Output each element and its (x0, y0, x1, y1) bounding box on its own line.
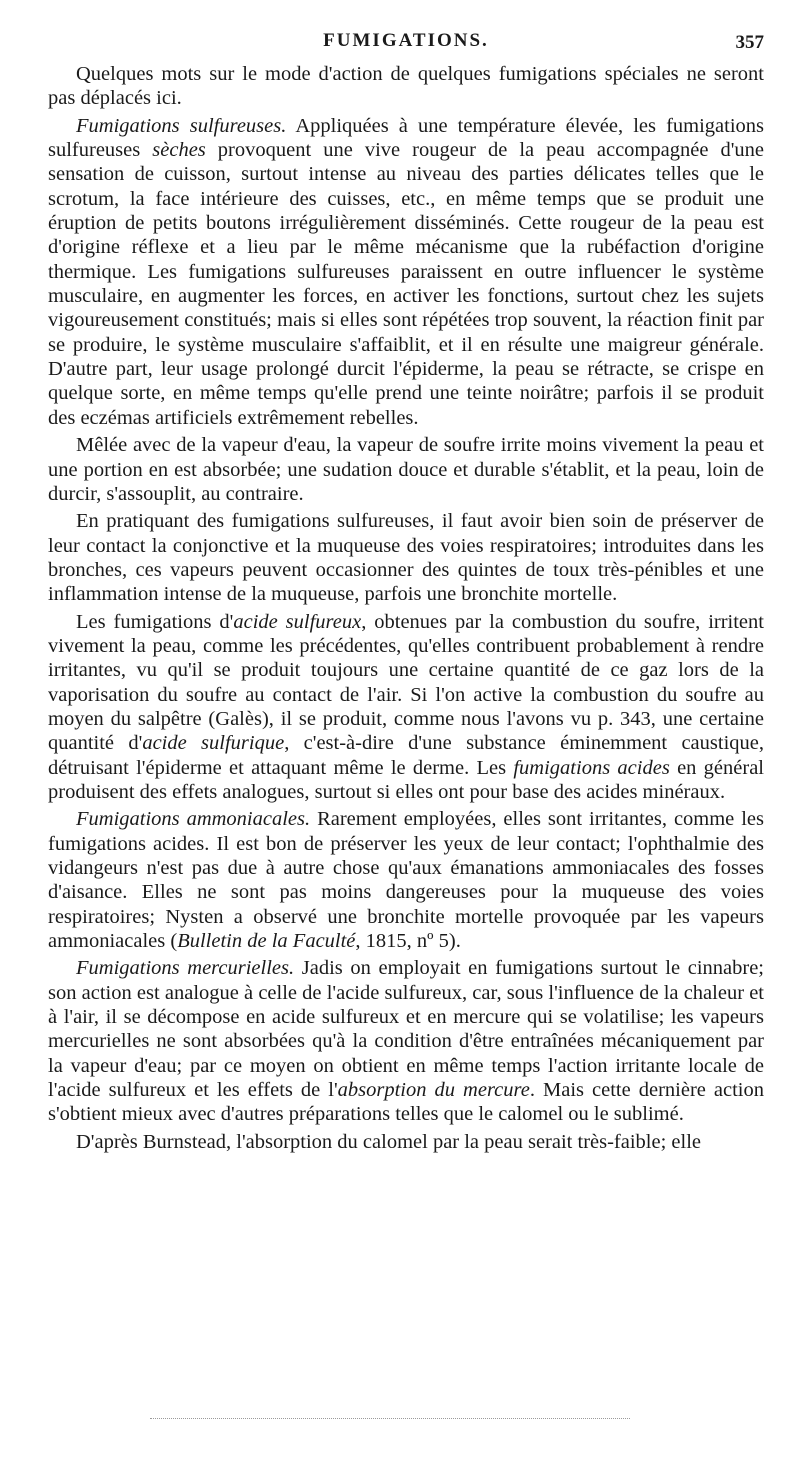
text-run: Appliquées à une température élevée, les fumigations sulfureuses (48, 114, 764, 162)
paragraph-p2 (48, 114, 764, 430)
paragraph-p7 (48, 956, 764, 1126)
text-run: . Mais cette dernière action s'obtient mieux avec d'autres préparations telles que le calomel ou le sublimé. (48, 1079, 764, 1126)
italic-text-run: Fumigations mercurielles. (76, 957, 295, 980)
bottom-dotted-rule (150, 1418, 630, 1419)
text-run: Les fumigations d' (76, 610, 234, 633)
page-header (48, 30, 764, 58)
italic-text-run: acide sulfureux (233, 610, 362, 633)
italic-text-run: Fumigations ammoniacales. (76, 808, 311, 831)
italic-text-run: sèches (152, 139, 206, 162)
italic-text-run: absorption du mercure (337, 1079, 530, 1102)
italic-text-run: Bulletin de la Faculté (177, 930, 356, 953)
text-run: provoquent une vive rougeur de la peau accompagnée d'une sensation de cuisson, surtout intense au niveau des parties délicates telles que le scrotum, la face intérieure des cuisses, etc., en même temps que se produit une éruption de petits boutons irrégulièrement disséminés. Cette rougeur de la peau est d'origine réflexe et a lieu par le même mécanisme que la rubéfaction d'origine thermique. Les fumigations sulfureuses paraissent en outre influencer le système musculaire, en augmenter les forces, en activer les fonctions, surtout chez les sujets vigoureusement constitués; mais si elles sont répétées trop souvent, la réaction finit par se produire, le système musculaire s'affaiblit, et il en résulte une maigreur générale. D'autre part, leur usage prolongé durcit l'épiderme, la peau se rétracte, se crispe en quelque sorte, en même temps qu'elle prend une teinte noirâtre; parfois il se produit des eczémas artificiels extrêmement rebelles. (48, 139, 764, 429)
text-run: , 1815, nº 5). (355, 930, 461, 953)
paragraph-p4 (48, 509, 764, 606)
italic-text-run: acide sulfurique (142, 732, 285, 755)
text-run: , obtenues par la combustion du soufre, irritent vivement la peau, comme les précédentes, qu'elles contribuent probablement à rendre irritantes, vu qu'il se produit toujours une certaine quantité de ce gaz lors de la vaporisation du soufre au contact de l'air. Si l'on active la combustion du soufre au moyen du salpêtre (Galès), il se produit, comme nous l'avons vu p. 343, une certaine quantité d' (48, 610, 764, 755)
text-run: D'après Burnstead, l'absorption du calomel par la peau serait très-faible; elle (76, 1130, 701, 1153)
paragraph-p5 (48, 610, 764, 805)
text-run: Jadis on employait en fumigations surtout le cinnabre; son action est analogue à celle de l'acide sulfureux, car, sous l'influence de la chaleur et à l'air, il se décompose en acide sulfureux et en mercure qui se volatilise; les vapeurs mercurielles ne sont absorbées qu'à la condition d'être entraînées mécaniquement par la vapeur d'eau; par ce moyen on obtient en même temps l'action irritante locale de l'acide sulfureux et les effets de l' (48, 957, 764, 1102)
text-run: en général produisent des effets analogues, surtout si elles ont pour base des acides minéraux. (48, 756, 765, 803)
page-number: 357 (735, 32, 764, 53)
text-run: Quelques mots sur le mode d'action de quelques fumigations spéciales ne seront pas déplacés ici. (48, 63, 764, 110)
paragraph-p3 (48, 433, 764, 506)
paragraph-p1 (48, 62, 764, 111)
italic-text-run: Fumigations sulfureuses. (76, 114, 287, 137)
paragraph-p6 (48, 807, 764, 953)
running-title: FUMIGATIONS. (323, 30, 489, 51)
paragraph-p8 (48, 1130, 764, 1154)
text-run: Mêlée avec de la vapeur d'eau, la vapeur de soufre irrite moins vivement la peau et une portion en est absorbée; une sudation douce et durable s'établit, et la peau, loin de durcir, s'assouplit, au contraire. (48, 434, 764, 505)
text-run: En pratiquant des fumigations sulfureuses, il faut avoir bien soin de préserver de leur contact la conjonctive et la muqueuse des voies respiratoires; introduites dans les bronches, ces vapeurs peuvent occasionner des quintes de toux très-pénibles et une inflammation intense de la muqueuse, parfois une bronchite mortelle. (48, 510, 764, 606)
text-body (48, 62, 764, 1154)
text-run: , c'est-à-dire d'une substance éminemment caustique, détruisant l'épiderme et attaquant même le derme. Les (48, 732, 764, 779)
text-run: Rarement employées, elles sont irritantes, comme les fumigations acides. Il est bon de préserver les yeux de leur contact; l'ophthalmie des vidangeurs n'est pas due à autre chose qu'aux émanations ammoniacales des fosses d'aisance. Elles ne sont pas moins dangereuses pour la muqueuse des voies respiratoires; Nysten a observé une bronchite mortelle provoquée par les vapeurs ammoniacales ( (48, 808, 764, 953)
italic-text-run: fumigations acides (513, 756, 670, 779)
